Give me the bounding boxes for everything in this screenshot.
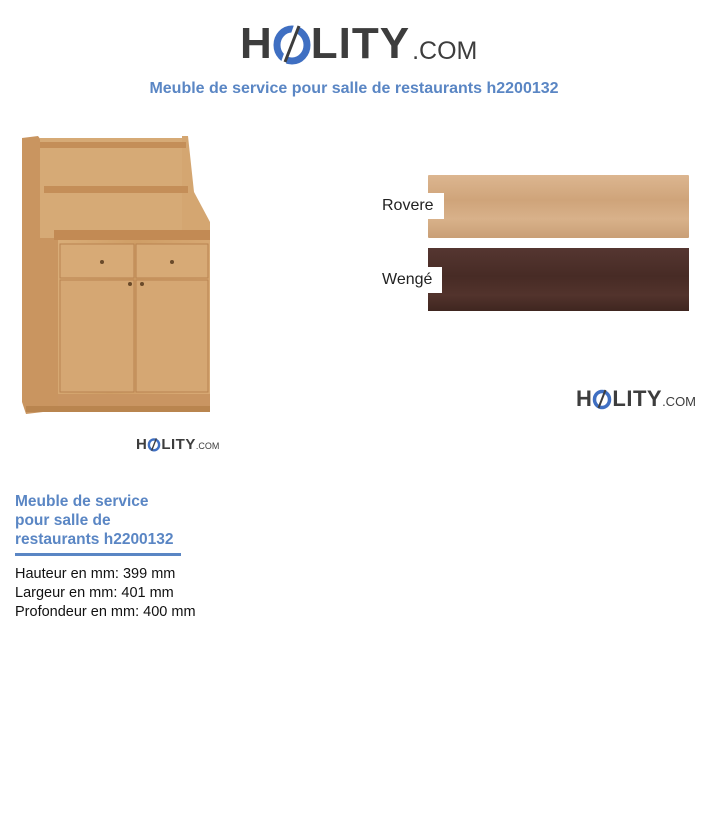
logo-o-icon xyxy=(592,388,612,410)
logo-letter-h: H xyxy=(136,436,148,453)
title-underline xyxy=(15,553,181,556)
logo-letters-lity: LITY xyxy=(161,436,196,453)
page-title: Meuble de service pour salle de restaurants h2200132 xyxy=(149,80,559,97)
logo-o-icon xyxy=(147,437,161,452)
holity-logo[interactable] xyxy=(240,14,477,66)
swatch-label-wenge: Wengé xyxy=(378,267,442,293)
logo-domain: .COM xyxy=(662,394,697,409)
logo-domain: .COM xyxy=(195,441,220,451)
spec-depth: Profondeur en mm: 400 mm xyxy=(15,604,196,620)
spec-width: Largeur en mm: 401 mm xyxy=(15,585,174,601)
logo-letters-lity: LITY xyxy=(612,386,663,411)
logo-o-icon xyxy=(273,22,311,66)
swatch-wenge xyxy=(428,248,689,311)
product-title: Meuble de service pour salle de restaurants h2200132 xyxy=(15,493,174,548)
holity-logo-small xyxy=(136,437,219,452)
spec-height: Hauteur en mm: 399 mm xyxy=(15,566,176,582)
logo-letter-h: H xyxy=(576,386,593,411)
holity-logo-small xyxy=(576,388,696,410)
logo-letter-h: H xyxy=(240,19,273,68)
swatch-rovere xyxy=(428,175,689,238)
swatch-label-rovere: Rovere xyxy=(378,193,444,219)
logo-domain: .COM xyxy=(412,37,478,65)
service-cabinet-image xyxy=(18,132,214,418)
logo-letters-lity: LITY xyxy=(310,19,411,68)
